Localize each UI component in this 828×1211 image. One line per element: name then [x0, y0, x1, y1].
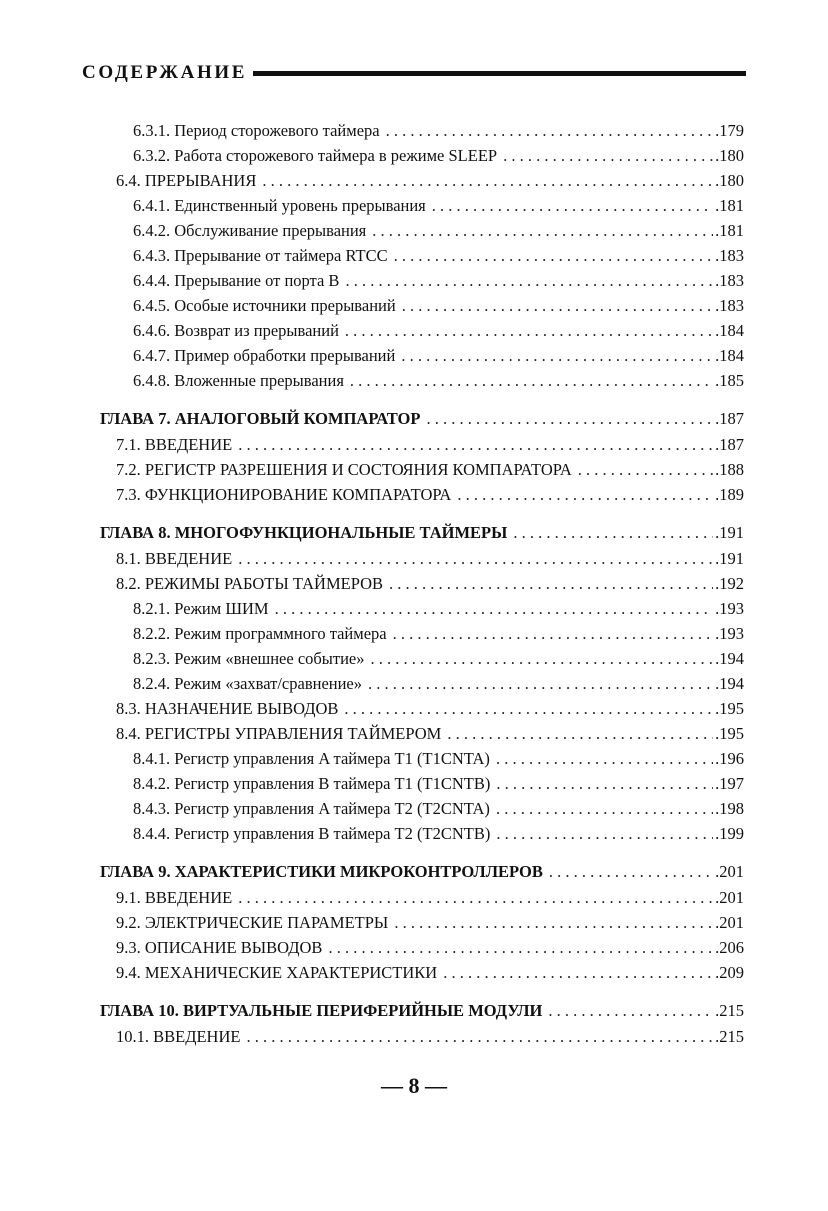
toc-entry-page: .180 [715, 171, 744, 190]
dot-leader [275, 596, 714, 621]
toc-entry-title: ГЛАВА 10. ВИРТУАЛЬНЫЕ ПЕРИФЕРИЙНЫЕ МОДУЛИ [100, 1001, 543, 1020]
toc-entry-title: 8.4.3. Регистр управления A таймера T2 (T2CNTA) [133, 799, 490, 818]
dot-leader [548, 997, 713, 1024]
dot-leader [578, 457, 713, 482]
toc-entry [133, 318, 744, 343]
toc-entry-title: 8.4. РЕГИСТРЫ УПРАВЛЕНИЯ ТАЙМЕРОМ [116, 724, 442, 743]
dot-leader [389, 571, 713, 596]
toc-chapter-entry [100, 519, 744, 546]
toc-entry-page: .197 [715, 774, 744, 793]
dot-leader [350, 368, 713, 393]
toc-entry [133, 343, 744, 368]
toc-entry [133, 621, 744, 646]
toc-entry-page: .215 [715, 1001, 744, 1020]
toc-entry-page: .180 [715, 146, 744, 165]
toc-entry-title: 6.4.1. Единственный уровень прерывания [133, 196, 426, 215]
toc-entry-page: .189 [715, 485, 744, 504]
toc-entry-title: 8.4.4. Регистр управления B таймера T2 (T2CNTB) [133, 824, 491, 843]
toc-entry-title: 7.1. ВВЕДЕНИЕ [116, 435, 233, 454]
toc-entry-page: .184 [715, 321, 744, 340]
toc-chapter-entry [100, 405, 744, 432]
dot-leader [496, 821, 713, 846]
toc-entry-title: 8.3. НАЗНАЧЕНИЕ ВЫВОДОВ [116, 699, 339, 718]
toc-entry-page: .195 [715, 699, 744, 718]
toc-entry-page: .187 [715, 409, 744, 428]
dot-leader [246, 1024, 713, 1049]
toc-entry-title: 8.2.3. Режим «внешнее событие» [133, 649, 365, 668]
dot-leader [513, 519, 713, 546]
toc-entry [116, 1024, 744, 1049]
dot-leader [549, 858, 713, 885]
toc-entry [133, 143, 744, 168]
toc-chapter-entry [100, 997, 744, 1024]
dot-leader [503, 143, 713, 168]
toc-entry-title: 9.4. МЕХАНИЧЕСКИЕ ХАРАКТЕРИСТИКИ [116, 963, 438, 982]
dot-leader [238, 546, 713, 571]
dot-leader [345, 318, 713, 343]
dot-leader [238, 885, 713, 910]
toc-entry [133, 118, 744, 143]
dot-leader [496, 771, 713, 796]
toc-entry-page: .185 [715, 371, 744, 390]
toc-entry [133, 646, 744, 671]
toc-entry-title: 6.3.2. Работа сторожевого таймера в режиме SLEEP [133, 146, 498, 165]
toc-entry-page: .201 [715, 862, 744, 881]
dot-leader [372, 218, 713, 243]
dot-leader [457, 482, 713, 507]
toc-entry-title: 6.4.4. Прерывание от порта B [133, 271, 340, 290]
toc-entry-title: 6.4.6. Возврат из прерываний [133, 321, 339, 340]
toc-chapter-entry [100, 858, 744, 885]
toc-entry [133, 771, 744, 796]
toc-entry-page: .201 [715, 913, 744, 932]
dot-leader [328, 935, 713, 960]
toc-entry-title: 8.2. РЕЖИМЫ РАБОТЫ ТАЙМЕРОВ [116, 574, 384, 593]
page-title: СОДЕРЖАНИЕ [82, 62, 247, 83]
toc-entry-page: .193 [715, 624, 744, 643]
toc-entry [133, 596, 744, 621]
toc-entry-title: 9.1. ВВЕДЕНИЕ [116, 888, 233, 907]
dot-leader [401, 343, 713, 368]
toc-entry [116, 885, 744, 910]
toc-entry-page: .191 [715, 549, 744, 568]
toc-entry-page: .196 [715, 749, 744, 768]
toc-entry [116, 721, 744, 746]
toc-entry-page: .198 [715, 799, 744, 818]
toc-entry-page: .192 [715, 574, 744, 593]
toc-entry [133, 671, 744, 696]
toc-entry-title: 8.4.1. Регистр управления A таймера T1 (T1CNTA) [133, 749, 490, 768]
toc-entry [133, 368, 744, 393]
toc-entry-title: 8.2.1. Режим ШИМ [133, 599, 269, 618]
toc-entry [133, 821, 744, 846]
toc-entry-page: .191 [715, 523, 744, 542]
toc-entry [116, 910, 744, 935]
toc-entry [116, 432, 744, 457]
table-of-contents [0, 118, 828, 1049]
dot-leader [402, 293, 713, 318]
toc-entry [133, 293, 744, 318]
page-header [82, 60, 746, 86]
toc-entry-page: .183 [715, 271, 744, 290]
toc-entry-page: .193 [715, 599, 744, 618]
toc-entry [133, 746, 744, 771]
toc-entry-page: .183 [715, 246, 744, 265]
toc-entry-title: 6.4.8. Вложенные прерывания [133, 371, 344, 390]
toc-entry [116, 168, 744, 193]
toc-entry-title: 6.4. ПРЕРЫВАНИЯ [116, 171, 257, 190]
toc-entry-page: .184 [715, 346, 744, 365]
toc-entry [116, 696, 744, 721]
dot-leader [496, 796, 713, 821]
toc-entry-page: .181 [715, 196, 744, 215]
toc-entry-page: .181 [715, 221, 744, 240]
header-rule [253, 71, 746, 76]
toc-entry-title: 9.3. ОПИСАНИЕ ВЫВОДОВ [116, 938, 323, 957]
toc-entry-page: .201 [715, 888, 744, 907]
toc-entry-title: 8.2.2. Режим программного таймера [133, 624, 387, 643]
toc-entry-title: 10.1. ВВЕДЕНИЕ [116, 1027, 241, 1046]
toc-entry-title: 8.1. ВВЕДЕНИЕ [116, 549, 233, 568]
toc-entry-title: 7.2. РЕГИСТР РАЗРЕШЕНИЯ И СОСТОЯНИЯ КОМПАРАТОРА [116, 460, 572, 479]
dot-leader [443, 960, 713, 985]
toc-entry-title: 8.4.2. Регистр управления B таймера T1 (T1CNTB) [133, 774, 491, 793]
toc-entry [116, 960, 744, 985]
toc-entry-title: ГЛАВА 8. МНОГОФУНКЦИОНАЛЬНЫЕ ТАЙМЕРЫ [100, 523, 508, 542]
toc-entry-page: .194 [715, 649, 744, 668]
dot-leader [238, 432, 713, 457]
dot-leader [426, 405, 713, 432]
toc-entry-title: 6.4.7. Пример обработки прерываний [133, 346, 396, 365]
toc-entry-title: 7.3. ФУНКЦИОНИРОВАНИЕ КОМПАРАТОРА [116, 485, 452, 504]
dot-leader [394, 243, 714, 268]
toc-entry [133, 796, 744, 821]
toc-entry [116, 935, 744, 960]
toc-entry-page: .187 [715, 435, 744, 454]
toc-entry-title: 6.4.2. Обслуживание прерывания [133, 221, 367, 240]
toc-entry [133, 268, 744, 293]
toc-entry-page: .199 [715, 824, 744, 843]
toc-entry-title: 6.4.5. Особые источники прерываний [133, 296, 396, 315]
page-number: — 8 — [381, 1073, 447, 1098]
toc-entry-page: .183 [715, 296, 744, 315]
dot-leader [447, 721, 713, 746]
toc-entry-page: .206 [715, 938, 744, 957]
toc-entry [116, 571, 744, 596]
dot-leader [432, 193, 713, 218]
toc-entry-title: ГЛАВА 9. ХАРАКТЕРИСТИКИ МИКРОКОНТРОЛЛЕРОВ [100, 862, 543, 881]
dot-leader [262, 168, 713, 193]
toc-entry-title: 8.2.4. Режим «захват/сравнение» [133, 674, 363, 693]
dot-leader [344, 696, 713, 721]
dot-leader [386, 118, 714, 143]
toc-entry [116, 546, 744, 571]
toc-entry-page: .188 [715, 460, 744, 479]
toc-entry-title: 6.3.1. Период сторожевого таймера [133, 121, 380, 140]
dot-leader [394, 910, 713, 935]
toc-entry-page: .215 [715, 1027, 744, 1046]
toc-entry [116, 457, 744, 482]
toc-entry-page: .209 [715, 963, 744, 982]
toc-entry-title: 6.4.3. Прерывание от таймера RTCC [133, 246, 388, 265]
toc-entry [133, 193, 744, 218]
dot-leader [371, 646, 714, 671]
toc-entry [133, 218, 744, 243]
toc-entry [133, 243, 744, 268]
dot-leader [345, 268, 713, 293]
toc-entry-page: .179 [715, 121, 744, 140]
dot-leader [393, 621, 714, 646]
toc-entry-title: 9.2. ЭЛЕКТРИЧЕСКИЕ ПАРАМЕТРЫ [116, 913, 389, 932]
dot-leader [368, 671, 713, 696]
toc-entry-page: .195 [715, 724, 744, 743]
dot-leader [496, 746, 713, 771]
toc-entry [116, 482, 744, 507]
toc-entry-page: .194 [715, 674, 744, 693]
toc-entry-title: ГЛАВА 7. АНАЛОГОВЫЙ КОМПАРАТОР [100, 409, 421, 428]
